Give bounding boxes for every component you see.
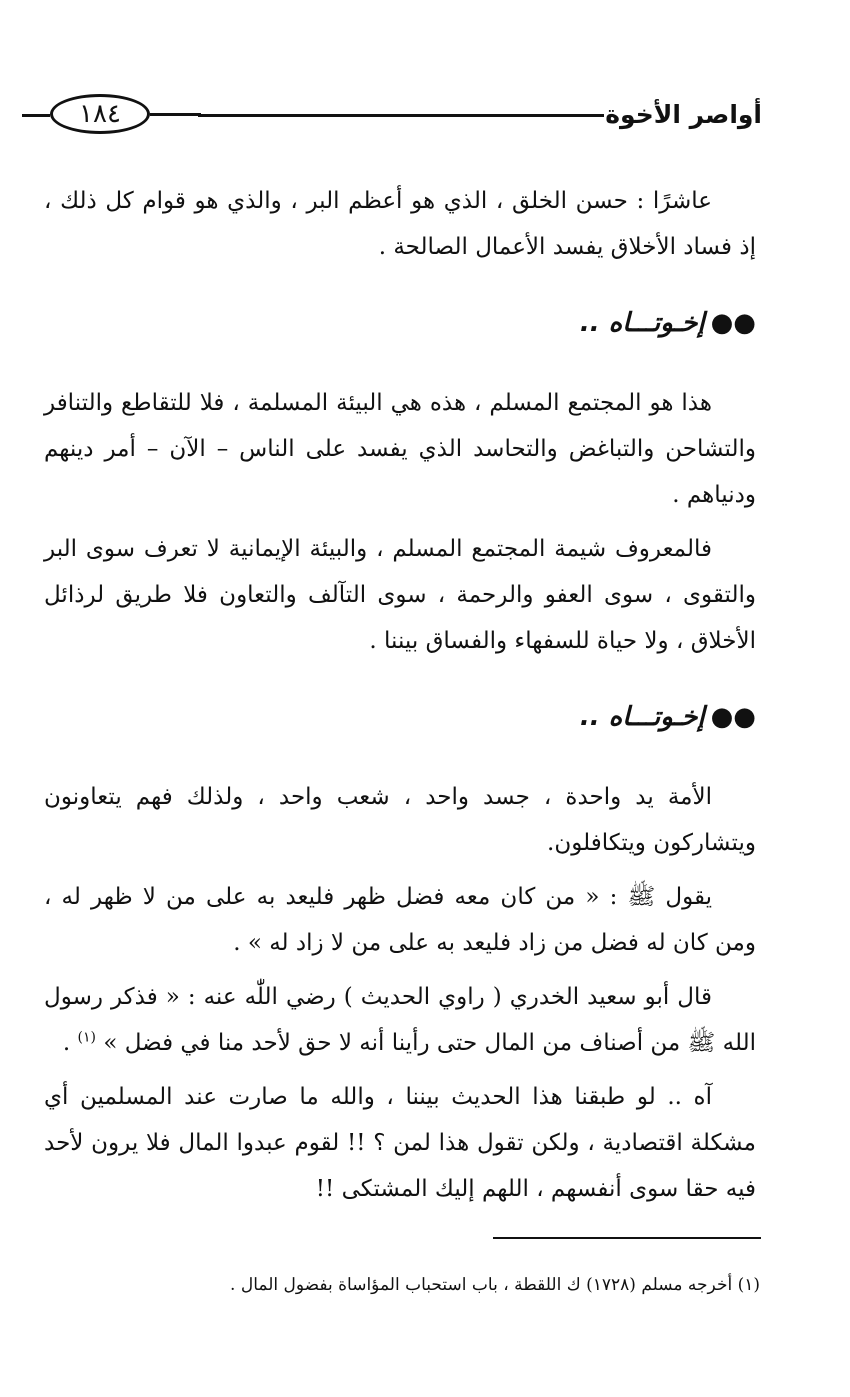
footnote-reference: (١) xyxy=(77,1029,97,1046)
heading-bullets: ●● xyxy=(710,308,756,338)
paragraph-muslim-society: هذا هو المجتمع المسلم ، هذه هي البيئة المسلمة ، فلا للتقاطع والتنافر والتشاحن والتباغض والتحاسد الذي يفسد على الناس – الآن – أمر دينهم ودنياهم . xyxy=(44,390,756,508)
footnote-text: (١) أخرجه مسلم (١٧٢٨) ك اللقطة ، باب استحباب المؤاساة بفضول المال . xyxy=(230,1275,760,1295)
abu-saeed-text: قال أبو سعيد الخدري ( راوي الحديث ) رضي اللّٰه عنه : « فذكر رسول الله ﷺ من أصناف من المال حتى رأينا أنه لا حق لأحد منا في فضل » xyxy=(44,984,756,1056)
running-title: أواصر الأخوة xyxy=(605,100,762,129)
header-rule-right xyxy=(198,114,604,117)
section-heading-first xyxy=(44,300,756,346)
page-number-badge: ١٨٤ xyxy=(50,94,150,134)
heading-text: إخـوتـــاه .. xyxy=(579,702,705,732)
abu-saeed-end: . xyxy=(62,1030,78,1056)
paragraph-if-applied: آه .. لو طبقنا هذا الحديث بيننا ، والله ما صارت عند المسلمين أي مشكلة اقتصادية ، ولكن تقول هذا لمن ؟ !! لقوم عبدوا المال فلا يرون لأحد فيه حقا سوى أنفسهم ، اللهم إليك المشتكى !! xyxy=(44,1084,756,1202)
section-heading-second xyxy=(44,694,756,740)
footnote-divider xyxy=(493,1237,761,1239)
paragraph-abu-saeed xyxy=(44,974,756,1066)
running-header xyxy=(22,92,762,140)
header-rule-left xyxy=(22,114,50,117)
paragraph-hadith: يقول ﷺ : « من كان معه فضل ظهر فليعد به على من لا ظهر له ، ومن كان له فضل من زاد فليعد به على من لا زاد له » . xyxy=(44,884,756,956)
page-body xyxy=(44,178,756,1220)
paragraph-one-nation: الأمة يد واحدة ، جسد واحد ، شعب واحد ، ولذلك فهم يتعاونون ويتشاركون ويتكافلون. xyxy=(44,784,756,856)
heading-text: إخـوتـــاه .. xyxy=(579,308,705,338)
paragraph-good-character: عاشرًا : حسن الخلق ، الذي هو أعظم البر ، والذي هو قوام كل ذلك ، إذ فساد الأخلاق يفسد الأعمال الصالحة . xyxy=(44,188,756,260)
heading-bullets: ●● xyxy=(710,702,756,732)
paragraph-good-deeds: فالمعروف شيمة المجتمع المسلم ، والبيئة الإيمانية لا تعرف سوى البر والتقوى ، سوى العفو والرحمة ، سوى التآلف والتعاون فلا طريق لرذائل الأخلاق ، ولا حياة للسفهاء والفساق بيننا . xyxy=(44,536,756,654)
